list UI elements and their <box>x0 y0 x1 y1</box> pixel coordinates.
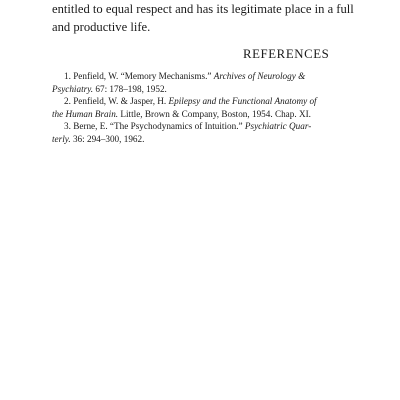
reference-3-journal: Psychiatric Quar- <box>244 121 312 131</box>
reference-item-1 <box>52 70 362 95</box>
reference-2-line-1 <box>52 95 362 108</box>
reference-1-line-1 <box>52 70 362 83</box>
reference-3-line-2 <box>52 133 362 146</box>
reference-3-journal-cont: terly. <box>52 133 71 144</box>
reference-1-authors-title: 1. Penfield, W. “Memory Mechanisms.” <box>64 71 214 81</box>
reference-1-journal-cont: Psychiatry. <box>52 83 94 94</box>
reference-2-book-title: Epilepsy and the Functional Anatomy of <box>168 96 317 106</box>
reference-1-citation: 67: 178–198, 1952. <box>93 83 167 94</box>
reference-item-3 <box>52 120 362 145</box>
reference-1-journal: Archives of Neurology & <box>213 71 306 81</box>
reference-2-book-title-cont: the Human Brain. <box>52 108 119 119</box>
reference-1-line-2 <box>52 83 362 96</box>
reference-3-line-1 <box>52 120 362 133</box>
reference-item-2 <box>52 95 362 120</box>
reference-2-authors: 2. Penfield, W. & Jasper, H. <box>64 96 169 106</box>
reference-3-authors-title: 3. Berne, E. “The Psychodynamics of Intuition.” <box>64 121 245 131</box>
body-line-2: and productive life. <box>52 20 151 34</box>
references-heading: REFERENCES <box>243 47 330 61</box>
body-paragraph <box>52 0 352 36</box>
body-line-1: entitled to equal respect and has its legitimate place in a full <box>52 2 354 16</box>
reference-2-line-2 <box>52 108 362 121</box>
reference-3-citation: 36: 294–300, 1962. <box>70 133 145 144</box>
reference-2-publisher: Little, Brown & Company, Boston, 1954. Chap. XI. <box>118 108 311 119</box>
reference-list <box>52 70 362 145</box>
